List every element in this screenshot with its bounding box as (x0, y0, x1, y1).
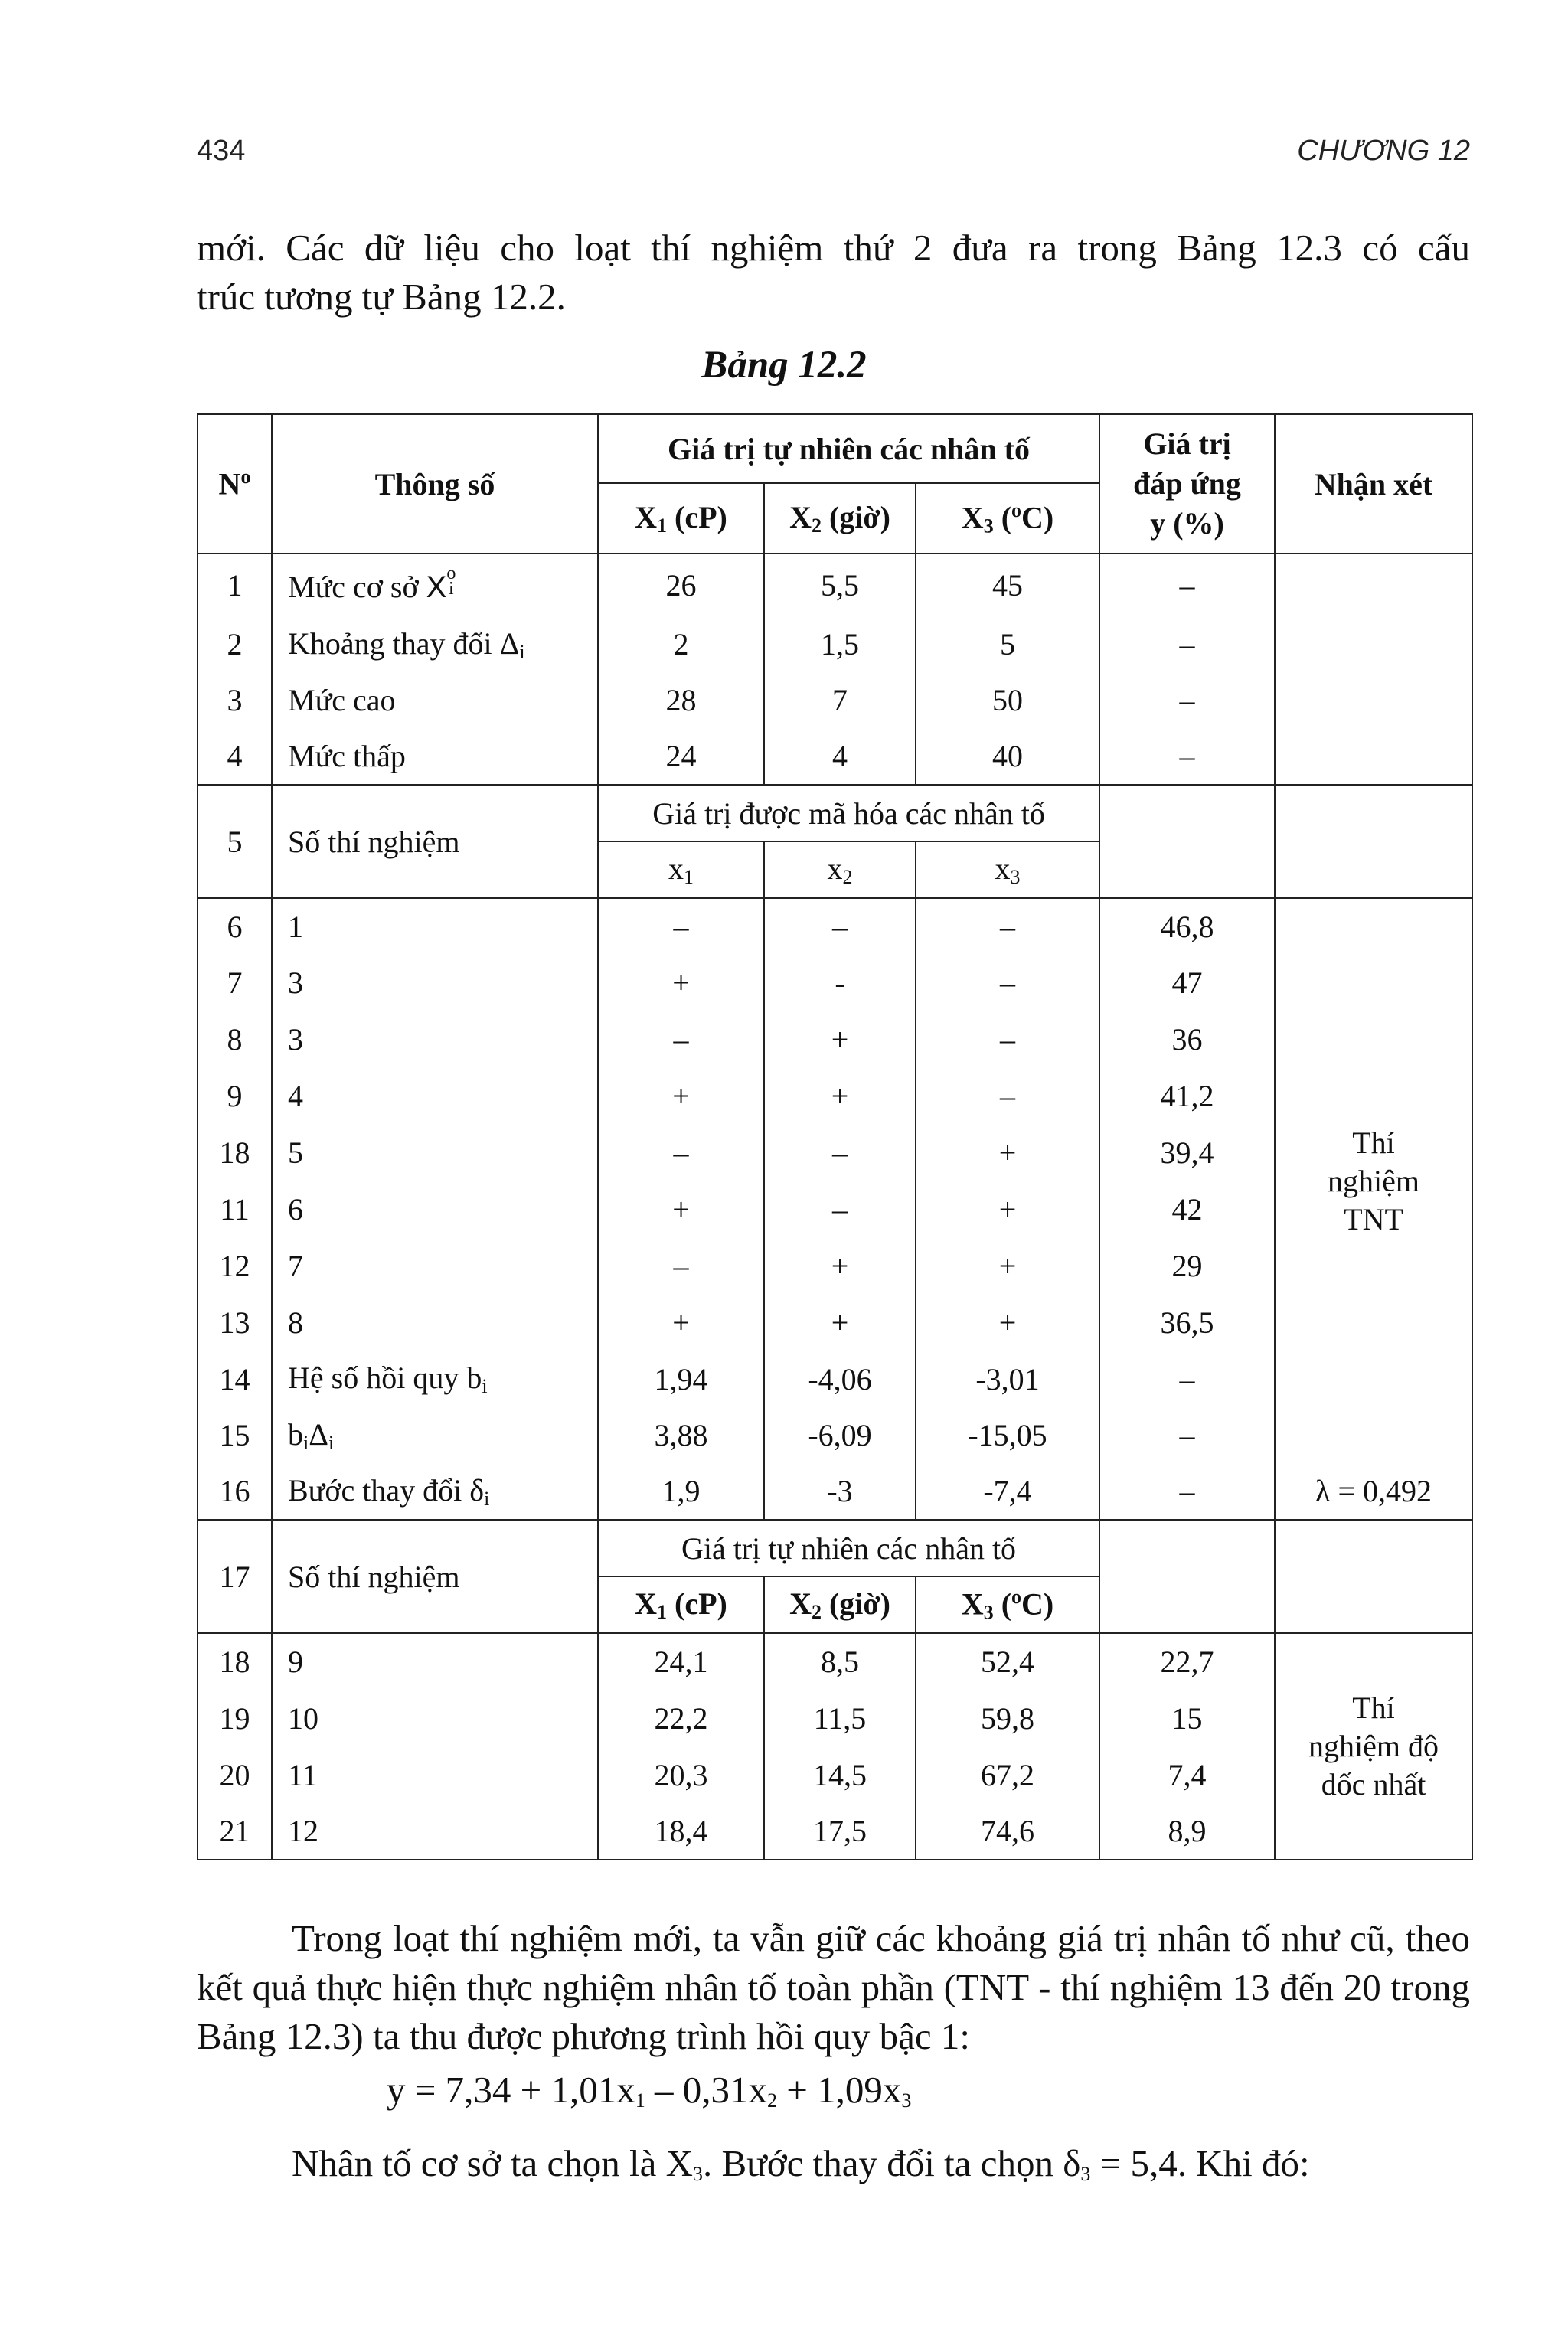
table-cell: + (916, 1181, 1099, 1237)
table-cell: 42 (1099, 1181, 1275, 1237)
table-cell: 50 (916, 672, 1099, 728)
table-cell: 5 (198, 785, 272, 898)
table-row (198, 898, 1472, 954)
table-cell: 26 (598, 554, 764, 616)
table-cell: 6 (198, 898, 272, 954)
remark-steepest: Thí nghiệm độ dốc nhất (1275, 1633, 1472, 1860)
table-cell: 28 (598, 672, 764, 728)
table-cell: 15 (198, 1407, 272, 1463)
table-cell: 18 (198, 1633, 272, 1690)
table-cell: – (1099, 1351, 1275, 1407)
table-cell: 24,1 (598, 1633, 764, 1690)
header-x2: $X_2$ (giờ) (764, 483, 916, 554)
table-cell: 52,4 (916, 1633, 1099, 1690)
table-row (198, 1463, 1472, 1520)
table-cell: 21 (198, 1803, 272, 1860)
table-cell: 4 (764, 728, 916, 785)
table-cell: – (916, 898, 1099, 954)
coded-values-header: Giá trị được mã hóa các nhân tố (598, 785, 1099, 841)
table-cell: 45 (916, 554, 1099, 616)
table-cell: – (598, 1011, 764, 1067)
table-cell: Khoảng thay đổi $\Delta_i$ (272, 616, 598, 672)
table-cell: Mức thấp (272, 728, 598, 785)
regression-formula: $y = 7,34 + 1,01x_1 - 0,31x_2 + 1,09x_3$ (387, 2069, 912, 2112)
table-cell: 11 (272, 1746, 598, 1803)
table-row (198, 1520, 1472, 1576)
header-x1: $X_1$ (cP) (598, 483, 764, 554)
table-cell: 18,4 (598, 1803, 764, 1860)
table-cell: 22,7 (1099, 1633, 1275, 1690)
coded-x1: $x_1$ (598, 841, 764, 898)
table-cell: – (598, 898, 764, 954)
table-cell: – (1099, 728, 1275, 785)
table-cell: 12 (272, 1803, 598, 1860)
table-cell: Hệ số hồi quy $b_i$ (272, 1351, 598, 1407)
table-cell: 59,8 (916, 1690, 1099, 1746)
header-natural-values: Giá trị tự nhiên các nhân tố (598, 414, 1099, 483)
header-x3: $X_3$ ($^o$C) (916, 483, 1099, 554)
table-cell: 16 (198, 1463, 272, 1520)
table-cell: 9 (272, 1633, 598, 1690)
table-cell: – (1099, 616, 1275, 672)
table-cell: 41,2 (1099, 1067, 1275, 1124)
table-cell: 2 (198, 616, 272, 672)
header-response: Giá trị đáp ứng y (%) (1099, 414, 1275, 554)
table-row (198, 1633, 1472, 1690)
table-cell: -4,06 (764, 1351, 916, 1407)
table-cell: 8 (198, 1011, 272, 1067)
table-cell: 5 (916, 616, 1099, 672)
body-paragraph-1: Trong loạt thí nghiệm mới, ta vẫn giữ các khoảng giá trị nhân tố như cũ, theo kết quả thực hiện thực nghiệm nhân tố toàn phần (TNT - thí nghiệm 13 đến 20 trong Bảng 12.3) ta thu được phương trình hồi quy bậc 1: (197, 1917, 1470, 2057)
table-cell: 36 (1099, 1011, 1275, 1067)
table-cell: 29 (1099, 1237, 1275, 1294)
header2-x1: $X_1$ (cP) (598, 1576, 764, 1633)
table-cell: 2 (598, 616, 764, 672)
table-cell: + (764, 1294, 916, 1351)
page-number: 434 (197, 135, 246, 167)
table-row (198, 554, 1472, 616)
table-cell (1099, 785, 1275, 898)
table-cell: + (764, 1067, 916, 1124)
table-row (198, 785, 1472, 841)
table-cell: – (598, 1237, 764, 1294)
table-cell: 67,2 (916, 1746, 1099, 1803)
row-label: Mức cơ sở X o i (272, 554, 598, 616)
remark-tnt: Thí nghiệm TNT (1275, 898, 1472, 1463)
table-cell: 3,88 (598, 1407, 764, 1463)
natural-values-header-2: Giá trị tự nhiên các nhân tố (598, 1520, 1099, 1576)
table-cell: 1,9 (598, 1463, 764, 1520)
table-cell: 20,3 (598, 1746, 764, 1803)
table-cell (1099, 1520, 1275, 1633)
table-cell: 7 (272, 1237, 598, 1294)
table-cell: -15,05 (916, 1407, 1099, 1463)
header-row (198, 414, 1472, 483)
table-cell: 17,5 (764, 1803, 916, 1860)
table-cell: 12 (198, 1237, 272, 1294)
data-table (197, 413, 1473, 1860)
table-cell: 20 (198, 1746, 272, 1803)
table-cell: – (598, 1124, 764, 1181)
table-cell: 15 (1099, 1690, 1275, 1746)
header-remark: Nhận xét (1275, 414, 1472, 554)
table-caption: Bảng 12.2 (701, 344, 867, 387)
header2-x3: $X_3$ ($^o$C) (916, 1576, 1099, 1633)
header-param: Thông số (272, 414, 598, 554)
table-cell: 1 (272, 898, 598, 954)
table-cell: – (1099, 1463, 1275, 1520)
table-cell: – (916, 1011, 1099, 1067)
table-cell: – (1099, 1407, 1275, 1463)
table-cell: 4 (272, 1067, 598, 1124)
table-cell: 3 (272, 1011, 598, 1067)
table-cell: 74,6 (916, 1803, 1099, 1860)
table-cell: - (764, 954, 916, 1011)
table-cell: Số thí nghiệm (272, 1520, 598, 1633)
intro-line-1: mới. Các dữ liệu cho loạt thí nghiệm thứ 2 đưa ra trong Bảng 12.3 có cấu (197, 227, 1470, 269)
table-cell: 1,5 (764, 616, 916, 672)
table-cell: + (598, 954, 764, 1011)
table-cell: $b_i\Delta_i$ (272, 1407, 598, 1463)
chapter-title: CHƯƠNG 12 (1297, 135, 1470, 167)
intro-line-2: trúc tương tự Bảng 12.2. (197, 276, 566, 318)
table-cell: 24 (598, 728, 764, 785)
table-cell: 47 (1099, 954, 1275, 1011)
table-cell: 36,5 (1099, 1294, 1275, 1351)
table-cell: – (764, 1124, 916, 1181)
table-cell: 40 (916, 728, 1099, 785)
remark-empty (1275, 554, 1472, 785)
table-cell: – (916, 1067, 1099, 1124)
table-cell: 17 (198, 1520, 272, 1633)
table-cell: – (916, 954, 1099, 1011)
table-cell: -3 (764, 1463, 916, 1520)
table-cell: – (1099, 554, 1275, 616)
table-cell: – (764, 898, 916, 954)
body-paragraph-2: Nhân tố cơ sở ta chọn là $X_3$. Bước thay đổi ta chọn $\delta_3 = 5,4$. Khi đó: (292, 2142, 1310, 2185)
table-cell: 7,4 (1099, 1746, 1275, 1803)
remark-lambda: λ = 0,492 (1275, 1463, 1472, 1520)
table-cell: 19 (198, 1690, 272, 1746)
table-cell: 39,4 (1099, 1124, 1275, 1181)
coded-x3: $x_3$ (916, 841, 1099, 898)
table-cell: -6,09 (764, 1407, 916, 1463)
table-cell: + (598, 1067, 764, 1124)
table-cell: 9 (198, 1067, 272, 1124)
table-cell: 11 (198, 1181, 272, 1237)
table-cell: Số thí nghiệm (272, 785, 598, 898)
header2-x2: $X_2$ (giờ) (764, 1576, 916, 1633)
table-cell: 7 (764, 672, 916, 728)
table-cell: 13 (198, 1294, 272, 1351)
table-cell: + (598, 1294, 764, 1351)
table-cell: 5 (272, 1124, 598, 1181)
table-cell: 3 (272, 954, 598, 1011)
table-cell: 10 (272, 1690, 598, 1746)
table-cell: 8 (272, 1294, 598, 1351)
header-no: $N^o$ (198, 414, 272, 554)
table-cell: 11,5 (764, 1690, 916, 1746)
table-cell: 3 (198, 672, 272, 728)
table-cell: 5,5 (764, 554, 916, 616)
table-cell: Bước thay đổi $\delta_i$ (272, 1463, 598, 1520)
table-cell: 1 (198, 554, 272, 616)
table-cell: + (764, 1011, 916, 1067)
table-cell: + (916, 1237, 1099, 1294)
table-cell: + (764, 1237, 916, 1294)
table-cell: 14,5 (764, 1746, 916, 1803)
table-cell: + (598, 1181, 764, 1237)
table-cell: 6 (272, 1181, 598, 1237)
table-cell (1275, 1520, 1472, 1633)
table-cell: 8,9 (1099, 1803, 1275, 1860)
table-cell: 18 (198, 1124, 272, 1181)
table-cell: 14 (198, 1351, 272, 1407)
table-cell: 1,94 (598, 1351, 764, 1407)
table-cell: – (1099, 672, 1275, 728)
table-cell: 46,8 (1099, 898, 1275, 954)
table-cell: – (764, 1181, 916, 1237)
table-cell: Mức cao (272, 672, 598, 728)
table-cell: + (916, 1294, 1099, 1351)
table-cell: -7,4 (916, 1463, 1099, 1520)
table-cell (1275, 785, 1472, 898)
coded-x2: $x_2$ (764, 841, 916, 898)
table-cell: 22,2 (598, 1690, 764, 1746)
table-cell: + (916, 1124, 1099, 1181)
table-cell: -3,01 (916, 1351, 1099, 1407)
table-cell: 7 (198, 954, 272, 1011)
table-cell: 4 (198, 728, 272, 785)
table-cell: 8,5 (764, 1633, 916, 1690)
